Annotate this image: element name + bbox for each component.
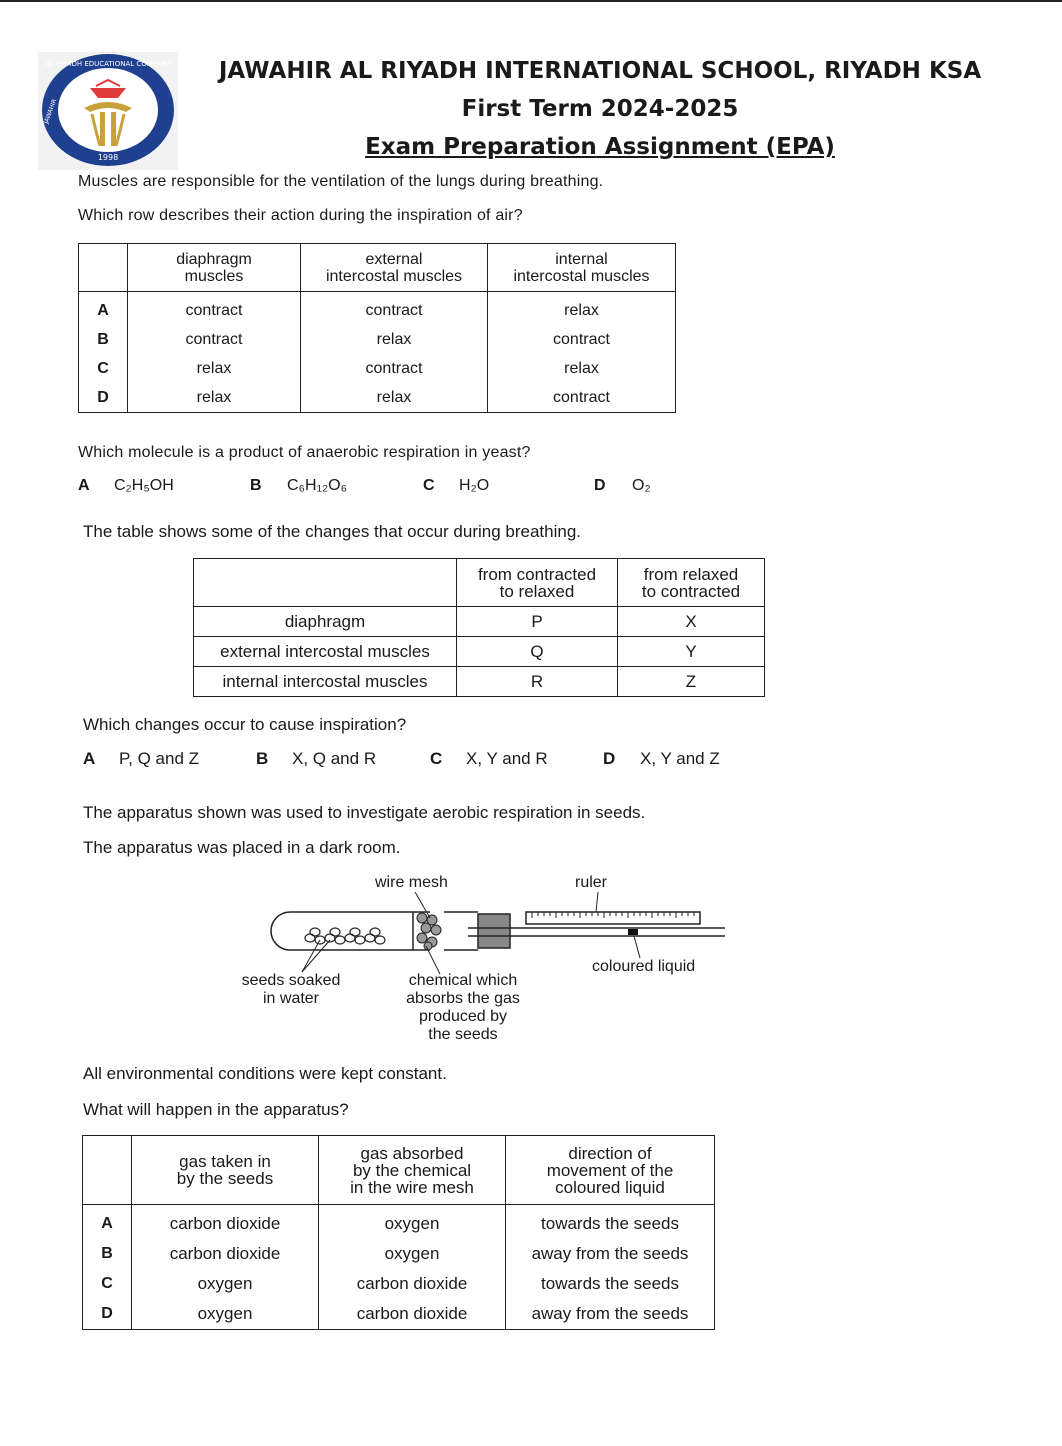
q4-stem1: The apparatus shown was used to investigate aerobic respiration in seeds. [83,803,646,822]
q3-option-a-text: P, Q and Z [119,749,200,768]
logo-text: AL RIYADH EDUCATIONAL COMPANY [45,60,171,68]
q3-option-a[interactable]: A [83,749,96,768]
label-seeds: seeds soaked in water [241,972,341,1007]
table-cell: relax [488,292,676,326]
q4-header-gas-absorbed: gas absorbed by the chemical in the wire mesh [319,1136,506,1205]
table-cell: contract [301,292,488,326]
q1-header-diaphragm: diaphragm muscles [128,244,301,292]
table-row [194,667,765,697]
q2-option-b[interactable]: B [250,477,262,494]
row-key: A [79,292,128,326]
table-cell: away from the seeds [506,1299,715,1330]
table-row [83,1299,715,1330]
q3-table [193,558,765,697]
label-coloured-liquid: coloured liquid [592,958,696,975]
table-cell: oxygen [132,1299,319,1330]
liquid-drop [628,929,638,935]
table-cell: contract [488,383,676,413]
table-cell: oxygen [132,1269,319,1299]
table-cell: carbon dioxide [319,1269,506,1299]
label-chemical: chemical which absorbs the gas produced by the seeds [406,972,520,1043]
q1-stem2: Which row describes their action during the inspiration of air? [78,207,523,224]
q4-stem2: The apparatus was placed in a dark room. [83,838,401,857]
q1-header-blank [79,244,128,292]
q3-option-b-text: X, Q and R [292,749,377,768]
row-key: A [83,1205,132,1240]
logo-prefix: JAWAHIR [42,98,59,125]
term-title: First Term 2024-2025 [461,96,739,122]
table-row [83,1269,715,1299]
q4-table [82,1135,715,1330]
q3-option-d[interactable]: D [603,749,616,768]
q2-option-d[interactable]: D [594,477,606,494]
table-cell: away from the seeds [506,1239,715,1269]
table-row [194,637,765,667]
q3-option-c-text: X, Y and R [466,749,548,768]
table-cell: contract [301,354,488,383]
row-key: D [83,1299,132,1330]
q4-header-direction: direction of movement of the coloured liquid [506,1136,715,1205]
top-border [0,0,1062,2]
row-key: B [79,325,128,354]
q1-header-external: external intercostal muscles [301,244,488,292]
q3-option-d-text: X, Y and Z [640,749,720,768]
table-cell: relax [301,325,488,354]
q3-header-relaxed: from relaxed to contracted [618,559,765,607]
ruler-shape [526,912,700,924]
label-ruler: ruler [575,874,608,891]
q2-option-b-text: C₆H₁₂O₆ [287,477,348,494]
apparatus-diagram [230,870,730,1050]
table-cell: carbon dioxide [319,1299,506,1330]
assignment-title: Exam Preparation Assignment (EPA) [365,134,835,160]
row-key: C [79,354,128,383]
row-label: external intercostal muscles [194,637,457,667]
table-cell: Y [618,637,765,667]
q2-option-c[interactable]: C [423,477,435,494]
table-cell: contract [128,325,301,354]
row-key: C [83,1269,132,1299]
q3-header-blank [194,559,457,607]
chemical [417,913,441,950]
table-row [79,325,676,354]
table-cell: towards the seeds [506,1269,715,1299]
q1-stem1: Muscles are responsible for the ventilation of the lungs during breathing. [78,173,604,190]
logo-year: 1998 [97,153,119,162]
table-row [79,383,676,413]
table-cell: carbon dioxide [132,1239,319,1269]
table-cell: relax [301,383,488,413]
q4-header-blank [83,1136,132,1205]
q4-stem4: What will happen in the apparatus? [83,1100,349,1119]
q3-stem: The table shows some of the changes that occur during breathing. [83,522,582,541]
table-cell: R [457,667,618,697]
table-cell: P [457,607,618,637]
table-cell: Z [618,667,765,697]
school-name: JAWAHIR AL RIYADH INTERNATIONAL SCHOOL, RIYADH KSA [218,58,982,84]
table-row [79,292,676,326]
row-key: D [79,383,128,413]
q2-option-c-text: H₂O [459,477,490,494]
table-row [83,1239,715,1269]
table-cell: relax [128,383,301,413]
table-row [194,607,765,637]
q2-stem: Which molecule is a product of anaerobic respiration in yeast? [78,444,531,461]
table-cell: oxygen [319,1205,506,1240]
row-key: B [83,1239,132,1269]
row-label: internal intercostal muscles [194,667,457,697]
q3-option-c[interactable]: C [430,749,443,768]
table-row [83,1205,715,1240]
table-cell: oxygen [319,1239,506,1269]
table-row [79,354,676,383]
school-logo [38,52,178,170]
q1-header-internal: internal intercostal muscles [488,244,676,292]
table-cell: carbon dioxide [132,1205,319,1240]
bung [478,914,510,948]
table-cell: relax [488,354,676,383]
q1-table [78,243,676,413]
table-cell: relax [128,354,301,383]
table-cell: Q [457,637,618,667]
label-wire-mesh: wire mesh [375,874,448,891]
q2-option-a-text: C₂H₅OH [114,477,174,494]
q3-header-contracted: from contracted to relaxed [457,559,618,607]
q3-option-b[interactable]: B [256,749,269,768]
leader-lines [302,892,640,974]
q4-stem3: All environmental conditions were kept constant. [83,1064,447,1083]
row-label: diaphragm [194,607,457,637]
table-cell: towards the seeds [506,1205,715,1240]
table-cell: contract [488,325,676,354]
q3-question: Which changes occur to cause inspiration? [83,715,407,734]
table-cell: contract [128,292,301,326]
q4-header-gas-taken: gas taken in by the seeds [132,1136,319,1205]
q2-option-d-text: O₂ [632,477,651,494]
q2-option-a[interactable]: A [78,477,90,494]
seeds [305,928,385,944]
table-cell: X [618,607,765,637]
